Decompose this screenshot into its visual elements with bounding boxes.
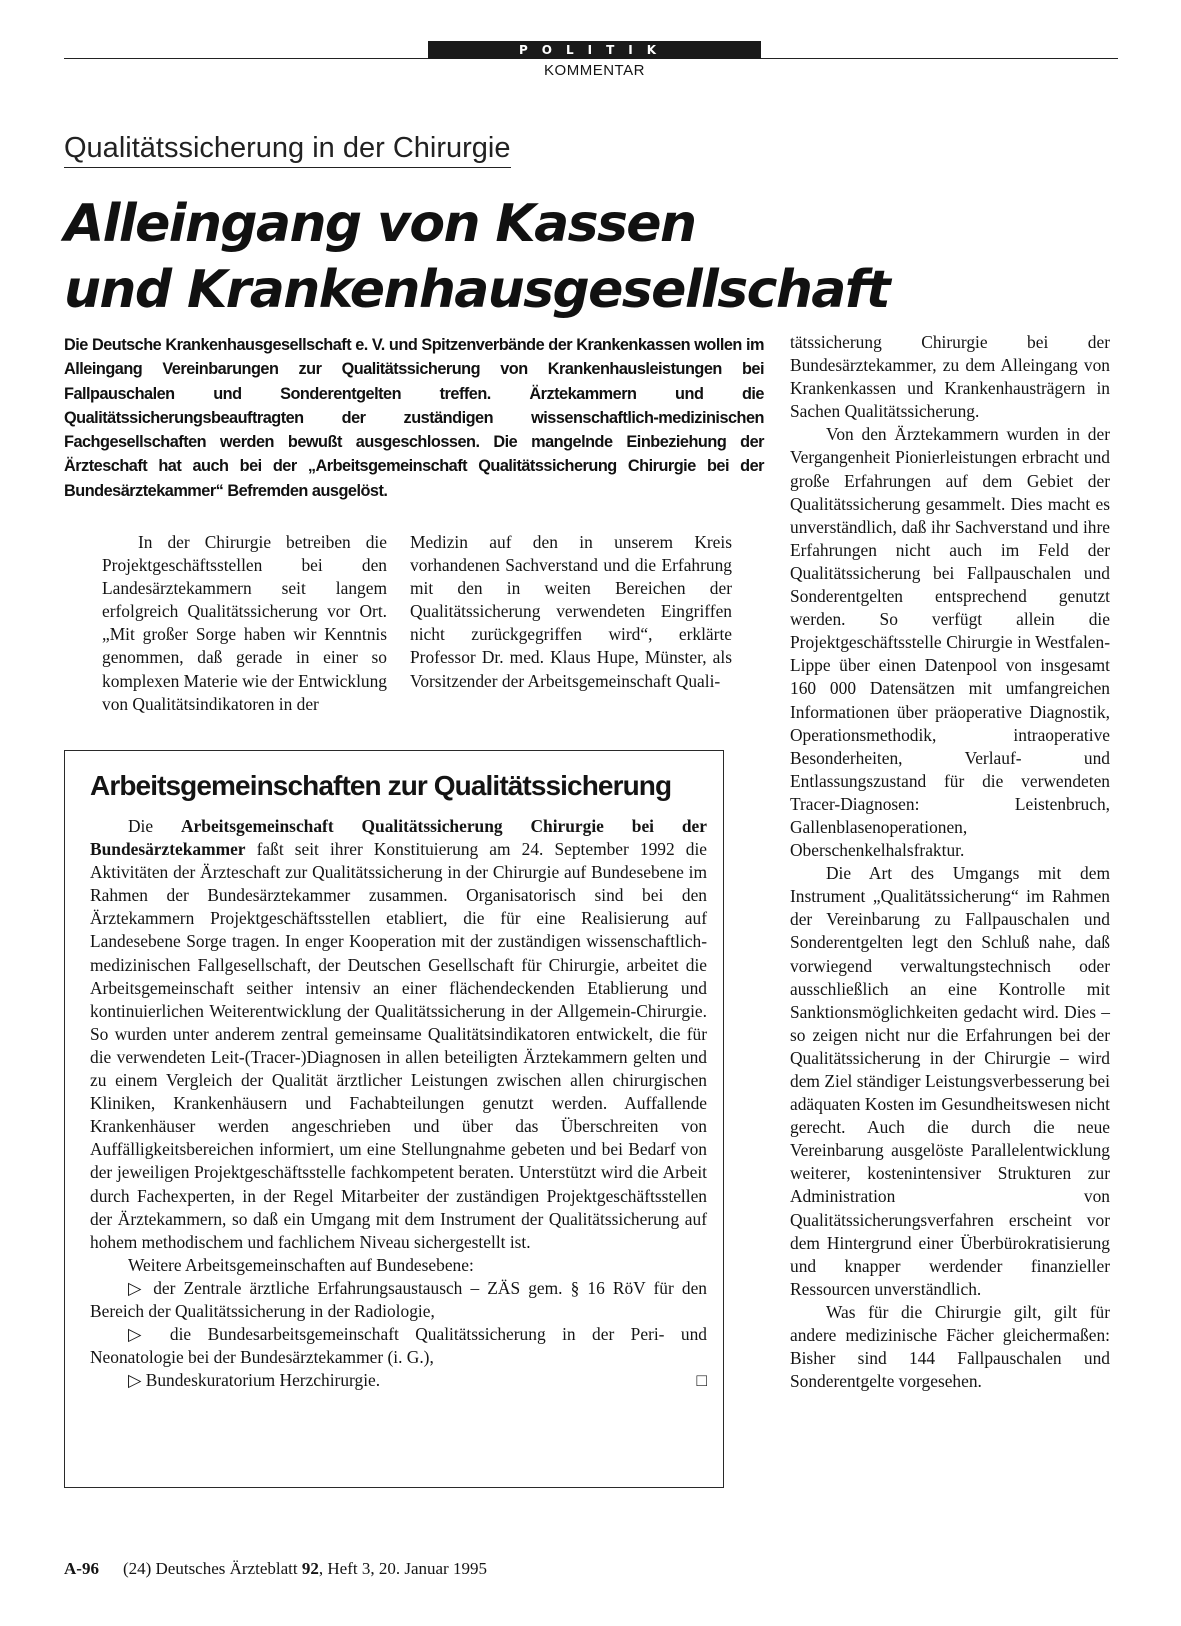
page-footer — [64, 1559, 487, 1579]
info-box-body — [90, 815, 707, 1392]
info-box-paragraph-1 — [90, 815, 707, 1254]
info-box-intro: Die — [128, 816, 181, 836]
citation-prefix: (24) Deutsches Ärzteblatt — [122, 1559, 302, 1578]
end-mark: □ — [696, 1370, 707, 1391]
body-column-3 — [790, 331, 1110, 1393]
info-box-bold-term: Arbeitsgemeinschaft Qualitätssicherung Chirurgie bei der Bundesärztekammer — [90, 816, 707, 860]
article-lead: Die Deutsche Krankenhausgesellschaft e. V. und Spitzenverbände der Krankenkassen wollen im Alleingang Vereinbarungen zur Qualitätssicherung von Krankenhausleistungen bei Fallpauschalen und Sonderentgelten treffen. Ärztekammern und die Qualitätssicherungsbeauftragten der zuständigen wissenschaftlich-medizinischen Fachgesellschaften werden bewußt ausgeschlossen. Die mangelnde Einbeziehung der Ärzteschaft hat auch bei der „Arbeitsgemeinschaft Qualitätssicherung Chirurgie bei der Bundesärztekammer“ Befremden ausgelöst. — [64, 336, 764, 500]
body-column-1 — [102, 531, 387, 716]
section-label: POLITIK — [428, 41, 761, 59]
body-column-3-paragraph-4: Was für die Chirurgie gilt, gilt für andere medizinische Fächer gleichermaßen: Bisher sind 144 Fallpauschalen und Sonderentgelte vorgesehen. — [790, 1301, 1110, 1392]
info-box-list-item-3-text: ▷ Bundeskuratorium Herzchirurgie. — [128, 1370, 381, 1391]
body-column-3-paragraph-1: tätssicherung Chirurgie bei der Bundesärztekammer, zu dem Alleingang von Krankenkassen und Krankenhausträgern in Sachen Qualitätssicherung. — [790, 332, 1110, 422]
citation-suffix: , Heft 3, 20. Januar 1995 — [318, 1559, 487, 1578]
body-column-2: Medizin auf den in unserem Kreis vorhandenen Sachverstand und die Erfahrung mit den in weiten Bereichen der Qualitätssicherung verwendeten Eingriffen nicht zurückgegriffen wird“, erklärte Professor Dr. med. Klaus Hupe, Münster, als Vorsitzender der Arbeitsgemeinschaft Quali- — [410, 532, 732, 691]
article-headline — [64, 191, 964, 323]
article-kicker: Qualitätssicherung in der Chirurgie — [64, 131, 511, 168]
body-column-1-text: In der Chirurgie betreiben die Projektgeschäftsstellen bei den Landesärztekammern seit langem erfolgreich Qualitätssicherung vor Ort. „Mit großer Sorge haben wir Kenntnis genommen, daß gerade in einer so komplexen Materie wie der Entwicklung von Qualitätsindikatoren in der — [102, 532, 387, 714]
subsection-label: KOMMENTAR — [544, 62, 645, 79]
info-box-title: Arbeitsgemeinschaften zur Qualitätssicherung — [90, 770, 672, 801]
page-number: A-96 — [64, 1559, 99, 1578]
body-column-3-paragraph-3: Die Art des Umgangs mit dem Instrument „Qualitätssicherung“ im Rahmen der Vereinbarung zu Fallpauschalen und Sonderentgelten legt den Schluß nahe, daß vorwiegend verwaltungstechnisch oder ausschließlich an eine Kontrolle mit Sanktionsmöglichkeiten gedacht wird. Dies – so zeigen nicht nur die Erfahrungen bei der Qualitätssicherung in der Chirurgie – wird dem Ziel ständiger Leistungsverbesserung bei adäquaten Kosten im Gesundheitswesen nicht gerecht. Auch die durch die neue Vereinbarung ausgelöste Parallelentwicklung weiterer, kostenintensiver Strukturen zur Administration von Qualitätssicherungsverfahren erscheint vor dem Hintergrund einer Überbürokratisierung und knapper werdender finanzieller Ressourcen unverständlich. — [790, 863, 1110, 1299]
info-box-list-item-1: ▷ der Zentrale ärztliche Erfahrungsaustausch – ZÄS gem. § 16 RöV für den Bereich der Qualitätssicherung in der Radiologie, — [90, 1277, 707, 1321]
body-column-3-paragraph-2: Von den Ärztekammern wurden in der Vergangenheit Pionierleistungen erbracht und große Erfahrungen auf dem Gebiet der Qualitätssicherung gesammelt. Dies macht es unverständlich, daß ihr Sachverstand und ihre Erfahrungen nicht auch im Feld der Qualitätssicherung bei Fallpauschalen und Sonderentgelten entsprechend genutzt werden. So verfügt allein die Projektgeschäftsstelle Chirurgie in Westfalen-Lippe über einen Datenpool von insgesamt 160 000 Datensätzen mit umfangreichen Informationen über präoperative Diagnostik, Operationsmethodik, intraoperative Besonderheiten, Verlauf- und Entlassungszustand für die verwendeten Tracer-Diagnosen: Leistenbruch, Gallenblasenoperationen, Oberschenkelhalsfraktur. — [790, 424, 1110, 861]
info-box-list-item-3 — [90, 1369, 707, 1392]
info-box-paragraph-1-rest: faßt seit ihrer Konstituierung am 24. September 1992 die Aktivitäten der Ärzteschaft zur Qualitätssicherung in der Chirurgie auf Bundesebene im Rahmen der Bundesärztekammer zusammen. Organisatorisch sind bei den Ärztekammern Projektgeschäftsstellen etabliert, die für eine Realisierung auf Landesebene Sorge tragen. In enger Kooperation mit der zuständigen wissenschaftlich-medizinischen Fallgesellschaft, der Deutschen Gesellschaft für Chirurgie, arbeitet die Arbeitsgemeinschaft seither intensiv an einer flächendeckenden Etablierung und kontinuierlichen Weiterentwicklung der Qualitätssicherung in der Allgemein-Chirurgie. So wurden unter anderem zentral gemeinsame Qualitätsindikatoren entwickelt, die für die verwendeten Leit-(Tracer-)Diagnosen in allen beteiligten Ärztekammern gelten und zu einem Vergleich der Qualität ärztlicher Leistungen zwischen allen chirurgischen Kliniken, Krankenhäusern und Fachabteilungen genutzt werden. Auffallende Krankenhäuser werden angeschrieben und über das Überschreiten von Auffälligkeitsbereichen informiert, um eine Stellungnahme gebeten und bei Bedarf von der jeweiligen Projektgeschäftsstelle fachkompetent beraten. Unterstützt wird die Arbeit durch Fachexperten, in der Regel Mitarbeiter der zuständigen Projektgeschäftsstellen der Ärztekammern, so daß ein Umgang mit dem Instrument der Qualitätssicherung auf hohem methodischem und fachlichem Niveau sichergestellt ist. — [90, 839, 707, 1252]
headline-line-1: Alleingang von Kassen — [64, 194, 696, 254]
info-box-paragraph-2: Weitere Arbeitsgemeinschaften auf Bundesebene: — [128, 1254, 474, 1275]
headline-line-2: und Krankenhausgesellschaft — [64, 260, 890, 320]
info-box-list-item-2: ▷ die Bundesarbeitsgemeinschaft Qualitätssicherung in der Peri- und Neonatologie bei der Bundesärztekammer (i. G.), — [90, 1324, 707, 1368]
citation-volume: 92 — [301, 1559, 319, 1578]
